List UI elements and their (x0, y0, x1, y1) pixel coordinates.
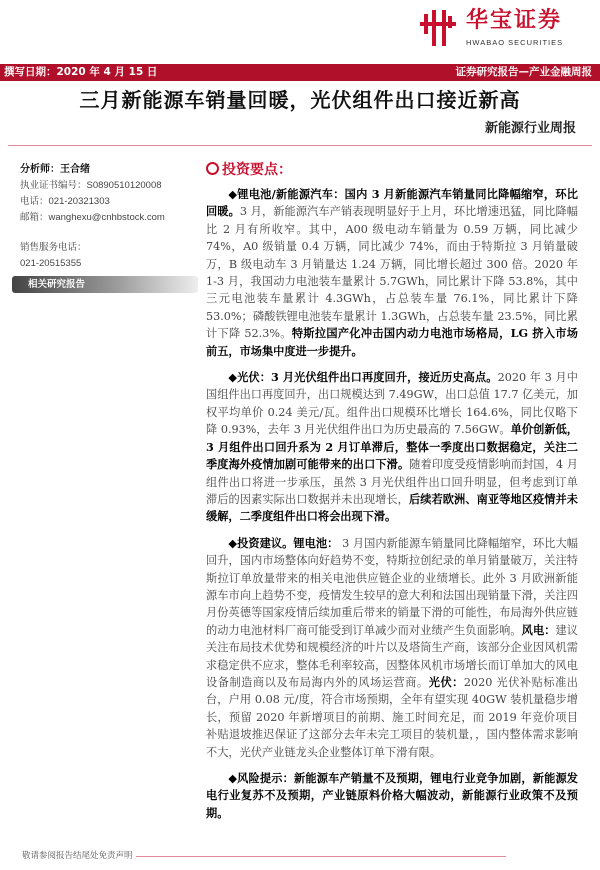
key-points-heading (206, 160, 578, 180)
page-subtitle: 新能源行业周报 (484, 121, 576, 136)
sales-phone: 021-20515355 (20, 258, 82, 269)
paragraph-lithium (206, 186, 578, 360)
analyst-name: 分析师：王合绪 (20, 164, 90, 175)
text-bold: 光伏： (428, 674, 464, 689)
header-bar (0, 64, 600, 81)
sales-label: 销售服务电话： (20, 242, 87, 253)
paragraph-risk (206, 770, 578, 822)
key-points-title: 投资要点： (222, 162, 292, 178)
logo-cn: 华宝证券 (466, 8, 563, 33)
footer-disclaimer: 敬请参阅报告结尾处免责声明 (22, 851, 133, 862)
hwabao-logo-mark-icon (418, 8, 458, 48)
divider (8, 145, 592, 146)
text-bold: 风电： (521, 622, 556, 637)
text: 3 月国内新能源车销量同比降幅缩窄，环比大幅回升，国内市场整体向好趋势不变，特斯拉创纪录的单月销量破万，关注特斯拉订单放量带来的相关电池供应链企业的业绩增长。此外 3 月欧洲新能源车市向上趋势不变，疫情发生较早的意大利和法国出现销量下滑，关注四月份英德等国家疫情后续加重后带来的销量下滑的可能性，布局海外供应链的动力电池材料厂商可能受到订单减少而对业绩产生负面影响。 (206, 536, 578, 637)
text-bold: 后续若欧洲、南亚等地区疫情并未缓解，二季度组件出口将会出现下滑。 (206, 491, 578, 524)
text: 2020 年 3 月中国组件出口再度回升，出口规模达到 7.49GW，出口总值 17.7 亿美元，加权平均单价 0.24 美元/瓦。组件出口规模环比增长 164.6%，同比仅略下降 0.93%，去年 3 月光伏组件出口为历史最高的 7.56GW。 (206, 371, 578, 437)
footer-divider (136, 856, 506, 857)
text: 建议关注布局技术优势和规模经济的叶片以及塔筒生产商，该部分企业因风机需求稳定供不应求，整体毛利率较高，因整体风机市场增长而订单加大的风电设备制造商以及布局海内外的风场运营商。 (206, 623, 578, 689)
paragraph-investment (206, 535, 578, 761)
text-bold: ◆投资建议。锂电池： (228, 535, 339, 550)
report-date: 撰写日期：2020 年 4 月 15 日 (4, 66, 158, 78)
circle-bullet-icon (206, 162, 219, 175)
text: 3 月，新能源汽车产销表现明显好于上月，环比增速迅猛，同比降幅比 2 月有所收窄。其中，A00 级电动车销量为 0.59 万辆，同比减少 74%，A0 级销量 0.4 万辆，同比减少 74%，而由于特斯拉 3 月销量破万，B 级电动车 3 月销量达 1.24 万辆，同比增长超过 300 倍。2020 年 1-3 月，我国动力电池装车量累计 5.7GWh，同比累计下降 53.8%，其中三元电池装车量累计 4.3GWh，占总装车量 76.1%，同比累计下降 53.0%；磷酸铁锂电池装车量累计 1.3GWh，占总装车量 23.5%，同比累计下降 52.3%。 (206, 205, 578, 341)
report-category: 证券研究报告—产业金融周报 (455, 66, 592, 78)
text-bold: ◆光伏：3 月光伏组件出口再度回升，接近历史高点。 (228, 370, 498, 385)
related-reports-label: 相关研究报告 (28, 279, 86, 290)
content-flow (0, 160, 600, 870)
page-title: 三月新能源车销量回暖，光伏组件出口接近新高 (79, 88, 521, 112)
footer (0, 850, 600, 870)
text-bold: ◆锂电池/新能源汽车：国内 3 月新能源汽车销量同比降幅缩窄，环比回暖。 (206, 187, 578, 219)
text-bold: 单价创新低，3 月组件出口回升系为 2 月订单滞后，整体一季度出口数据稳定，关注二季度海外疫情加剧可能带来的出口下滑。 (206, 422, 578, 472)
logo-en: HWABAO SECURITIES (466, 38, 564, 47)
analyst-email[interactable]: 邮箱：wanghexu@cnhbstock.com (20, 212, 165, 223)
text: 2020 光伏补贴标准出台，户用 0.08 元/度，符合市场预期，全年有望实现 40GW 装机量稳步增长，预留 2020 年新增项目的前期、施工时间充足，而 2019 年竞价项目补贴退坡推迟保证了这部分去年未完工项目的装机量，，国内整体需求影响不大，光伏产业链龙头企业整体订单下滑有限。 (206, 675, 578, 759)
key-points (206, 160, 578, 822)
analyst-phone: 电话：021-20321303 (20, 196, 110, 207)
hwabao-logo (418, 8, 588, 48)
text-bold: 特斯拉国产化冲击国内动力电池市场格局，LG 挤入市场前五，市场集中度进一步提升。 (206, 326, 578, 358)
paragraph-solar (206, 369, 578, 526)
analyst-license: 执业证书编号：S0890510120008 (20, 180, 162, 191)
text: 随着印度受疫情影响而封国，4 月组件出口将进一步承压，虽然 3 月光伏组件出口回升明显，但考虑到订单滞后的因素实际出口数据并未出现增长， (206, 458, 578, 506)
text-bold: ◆风险提示：新能源车产销量不及预期，锂电行业竞争加剧，新能源发电行业复苏不及预期，产业链原料价格大幅波动，新能源行业政策不及预期。 (206, 771, 578, 820)
